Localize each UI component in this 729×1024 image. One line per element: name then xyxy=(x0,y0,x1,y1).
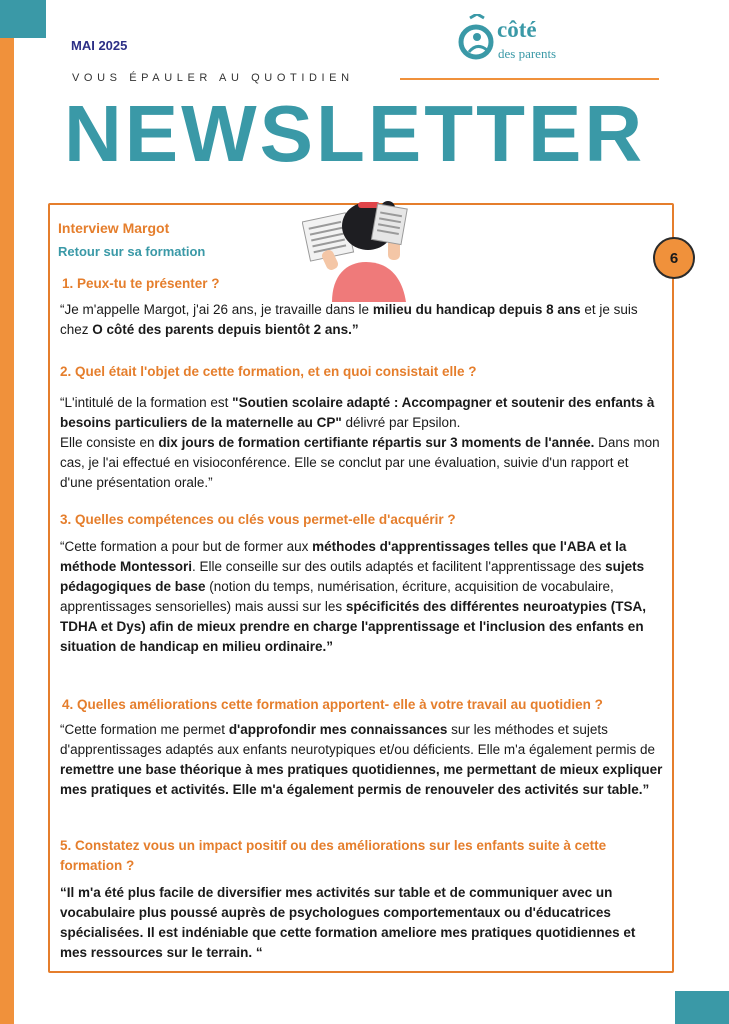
answer-text-segment: “Cette formation a pour but de former aux xyxy=(60,539,313,554)
issue-date: MAI 2025 xyxy=(71,38,128,53)
answer-text-segment: dix jours de formation certifiante répartis sur 3 moments de l'année. xyxy=(158,435,595,450)
answer-2 xyxy=(60,393,664,493)
answer-text-segment: "Soutien scolaire adapté : Accompagner et soutenir des enfants à besoins particuliers de la maternelle au CP" xyxy=(60,395,655,430)
interview-title: Interview Margot xyxy=(58,220,170,236)
bottom-right-corner-block xyxy=(675,991,729,1024)
question-4: 4. Quelles améliorations cette formation apportent- elle à votre travail au quotidien ? xyxy=(62,697,603,712)
answer-text-segment: “Je m'appelle Margot, j'ai 26 ans, je travaille dans le xyxy=(60,302,373,317)
answer-text-segment: (notion du temps, numérisation, écriture, acquisition de vocabulaire, apprentissages sensorielles) mais aussi sur les xyxy=(60,579,614,614)
answer-text-segment: remettre une base théorique à mes pratiques quotidiennes, me permettant de mieux expliquer mes pratiques et activités. Elle m'a également permis de renouveler des activités sur table.” xyxy=(60,762,663,797)
answer-text-segment: “L'intitulé de la formation est xyxy=(60,395,233,410)
top-left-corner-block xyxy=(0,0,46,38)
newsletter-title: NEWSLETTER xyxy=(64,89,646,178)
question-1: 1. Peux-tu te présenter ? xyxy=(62,276,220,291)
logo-subtitle: des parents xyxy=(498,46,557,61)
page-number-badge: 6 xyxy=(653,237,695,279)
answer-1 xyxy=(60,300,664,340)
answer-text-segment: d'approfondir mes connaissances xyxy=(228,722,448,737)
answer-text-segment: méthodes d'apprentissages telles que l'ABA et la méthode Montessori xyxy=(60,539,627,574)
logo-wordmark: côté xyxy=(497,17,537,42)
answer-text-segment: spécificités des différentes neuroatypies (TSA, TDHA et Dys) afin de mieux prendre en charge l'apprentissage et l'inclusion des enfants en situation de handicap en milieu ordinaire.” xyxy=(60,599,646,654)
answer-text-segment: Dans mon cas, je l'ai effectué en visioconférence. Elle se conclut par une évaluation, suivie d'un rapport et d'une présentation orale.” xyxy=(60,435,660,490)
answer-text-segment: . Elle conseille sur des outils adaptés et facilitent l'apprentissage des xyxy=(192,559,606,574)
question-3: 3. Quelles compétences ou clés vous permet-elle d'acquérir ? xyxy=(60,512,456,527)
interview-subtitle: Retour sur sa formation xyxy=(58,244,206,259)
answer-5 xyxy=(60,883,664,963)
tagline: VOUS ÉPAULER AU QUOTIDIEN xyxy=(72,72,354,84)
left-accent-stripe xyxy=(0,0,14,1024)
answer-text-segment: et je suis chez xyxy=(60,302,638,337)
answer-text-segment: “Cette formation me permet xyxy=(60,722,229,737)
answer-text-segment: milieu du handicap depuis 8 ans xyxy=(372,302,581,317)
answer-text-segment: délivré par Epsilon. xyxy=(341,415,461,430)
answer-4 xyxy=(60,720,664,800)
tagline-rule xyxy=(400,78,659,80)
answer-text-segment: Elle consiste en xyxy=(60,435,159,450)
brand-logo xyxy=(457,12,597,68)
answer-text-segment: sur les méthodes et sujets d'apprentissages adaptés aux enfants neurotypiques et/ou déficients. Elle m'a également permis de xyxy=(60,722,656,757)
question-2: 2. Quel était l'objet de cette formation, et en quoi consistait elle ? xyxy=(60,364,477,379)
answer-text-segment: O côté des parents depuis bientôt 2 ans.” xyxy=(92,322,359,337)
logo-mark-icon xyxy=(457,14,497,62)
answer-text-segment: “Il m'a été plus facile de diversifier mes activités sur table et de communiquer avec un vocabulaire plus poussé auprès de psychologues comportementaux ou d'éducatrices spécialisées. Il est indéniable que cette formation ameliore mes pratiques quotidiennes et mes ressources sur le terrain. “ xyxy=(60,885,636,960)
answer-text-segment: sujets pédagogiques de base xyxy=(60,559,645,594)
answer-3 xyxy=(60,537,664,657)
question-5: 5. Constatez vous un impact positif ou des améliorations sur les enfants suite à cette formation ? xyxy=(60,838,607,873)
